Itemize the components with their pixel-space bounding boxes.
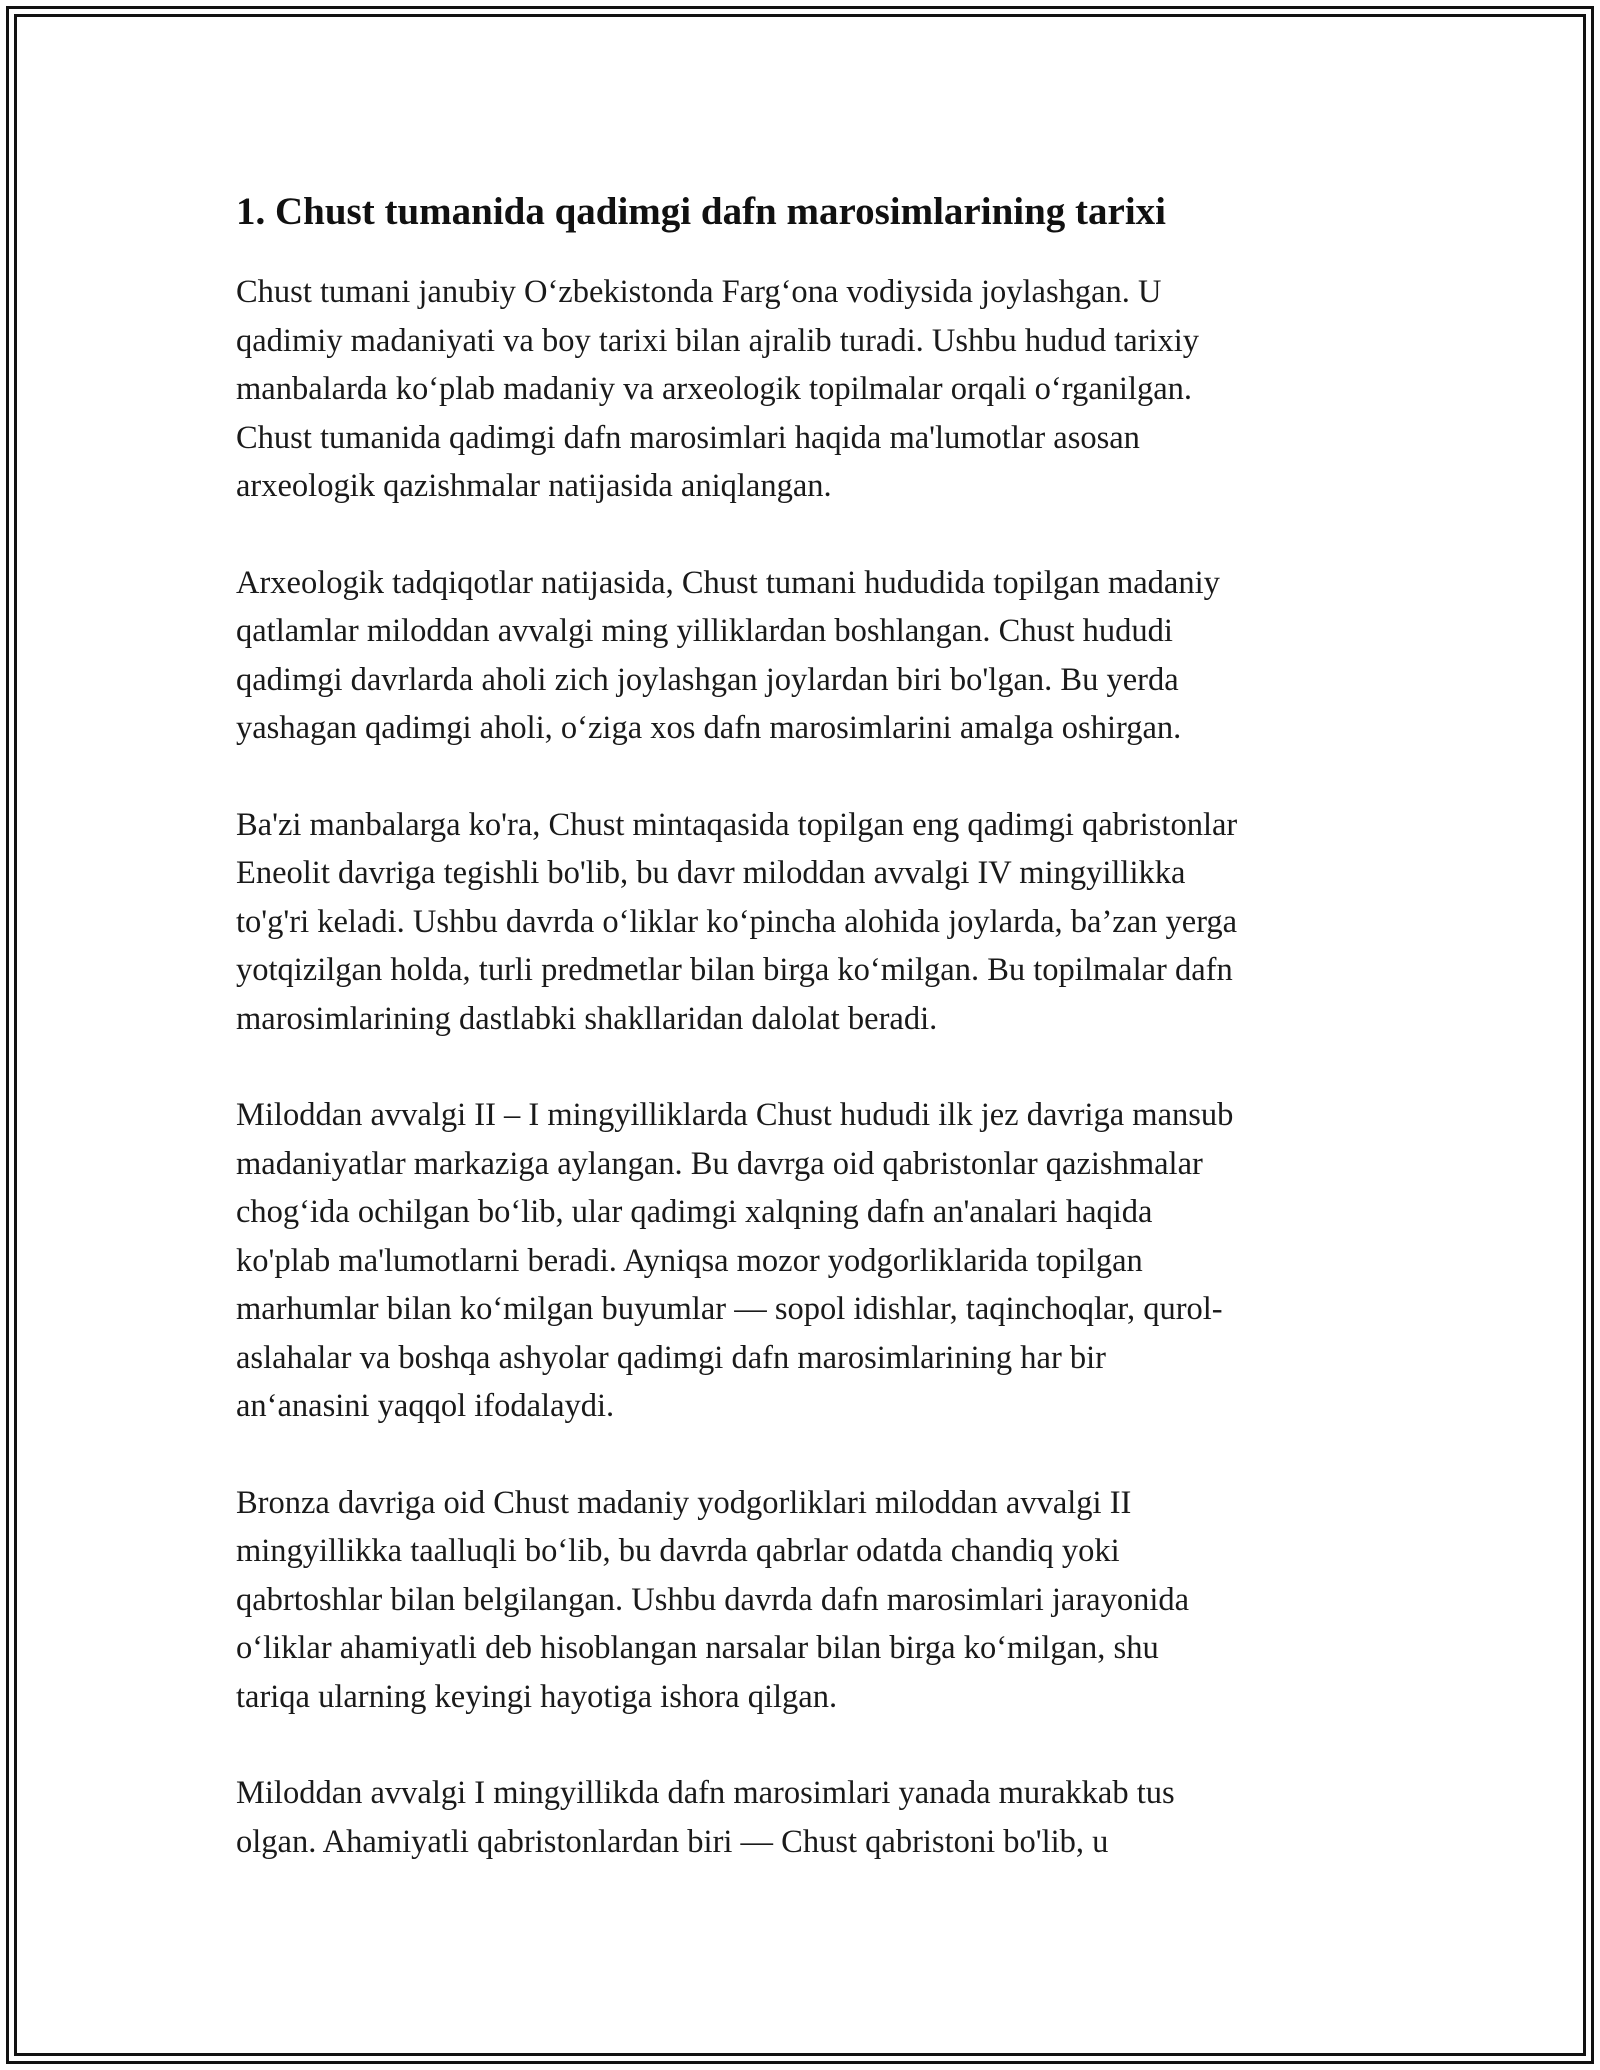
section-title: 1. Chust tumanida qadimgi dafn marosimlarining tarixi: [236, 190, 1167, 233]
paragraph-4: Miloddan avvalgi II – I mingyilliklarda Chust hududi ilk jez davriga mansub madaniyatlar markaziga aylangan. Bu davrga oid qabristonlar qazishmalar chog‘ida ochilgan bo‘lib, ular qadimgi xalqning dafn an'analari haqida ko'plab ma'lumotlarni beradi. Ayniqsa mozor yodgorliklarida topilgan marhumlar bilan ko‘milgan buyumlar — sopol idishlar, taqinchoqlar, qurol- aslahalar va boshqa ashyolar qadimgi dafn marosimlarining har bir an‘anasini yaqqol ifodalaydi.: [236, 1097, 1234, 1424]
paragraph-2: Arxeologik tadqiqotlar natijasida, Chust tumani hududida topilgan madaniy qatlamlar miloddan avvalgi ming yilliklardan boshlangan. Chust hududi qadimgi davrlarda aholi zich joylashgan joylardan biri bo'lgan. Bu yerda yashagan qadimgi aholi, o‘ziga xos dafn marosimlarini amalga oshirgan.: [236, 564, 1220, 746]
document-body: [236, 186, 1396, 1914]
paragraph-3: Ba'zi manbalarga ko'ra, Chust mintaqasida topilgan eng qadimgi qabristonlar Eneolit davriga tegishli bo'lib, bu davr miloddan avvalgi IV mingyillikka to'g'ri keladi. Ushbu davrda o‘liklar ko‘pincha alohida joylarda, ba’zan yerga yotqizilgan holda, turli predmetlar bilan birga ko‘milgan. Bu topilmalar dafn marosimlarining dastlabki shakllaridan dalolat beradi.: [236, 806, 1238, 1037]
paragraph-1: Chust tumani janubiy O‘zbekistonda Farg‘ona vodiysida joylashgan. U qadimiy madaniyati va boy tarixi bilan ajralib turadi. Ushbu hudud tarixiy manbalarda ko‘plab madaniy va arxeologik topilmalar orqali o‘rganilgan. Chust tumanida qadimgi dafn marosimlari haqida ma'lumotlar asosan arxeologik qazishmalar natijasida aniqlangan.: [236, 274, 1200, 504]
paragraph-6: Miloddan avvalgi I mingyillikda dafn marosimlari yanada murakkab tus olgan. Ahamiyatli qabristonlardan biri — Chust qabristoni bo'lib, u: [236, 1775, 1175, 1860]
paragraph-5: Bronza davriga oid Chust madaniy yodgorliklari miloddan avvalgi II mingyillikka taalluqli bo‘lib, bu davrda qabrlar odatda chandiq yoki qabrtoshlar bilan belgilangan. Ushbu davrda dafn marosimlari jarayonida o‘liklar ahamiyatli deb hisoblangan narsalar bilan birga ko‘milgan, shu tariqa ularning keyingi hayotiga ishora qilgan.: [236, 1484, 1190, 1715]
